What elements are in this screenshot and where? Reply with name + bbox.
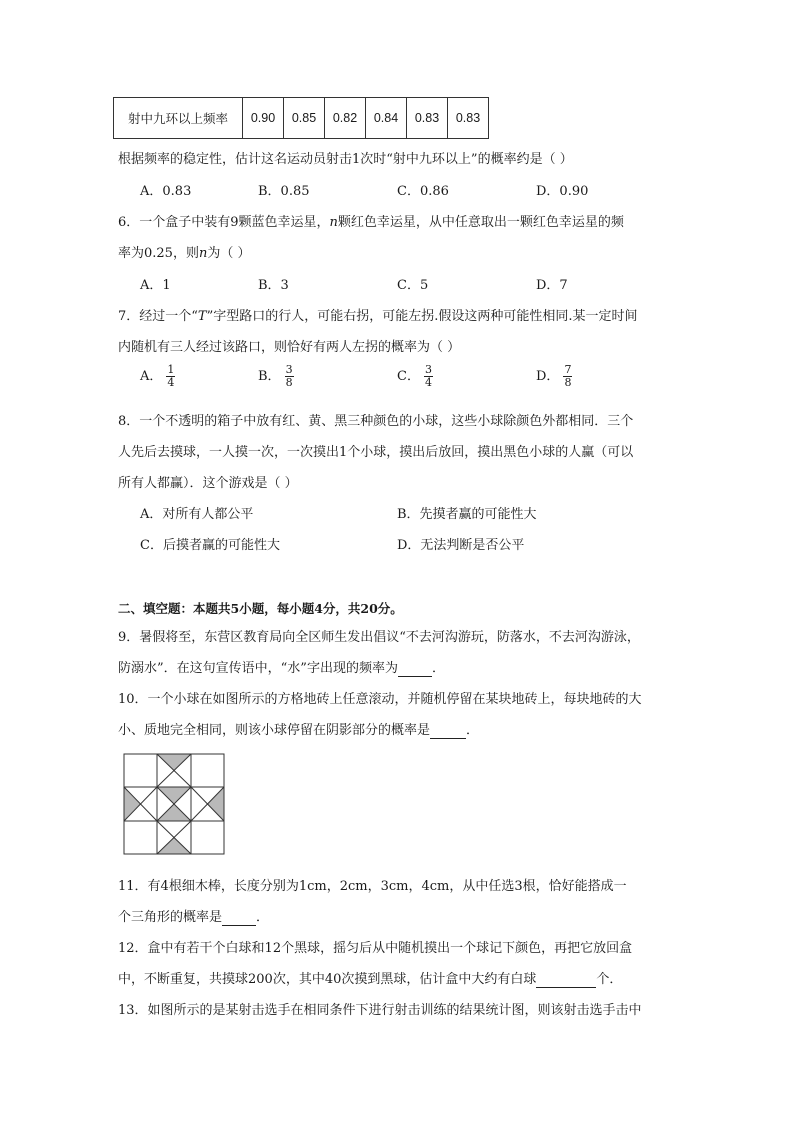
shaded-triangle	[157, 838, 191, 855]
denominator: 4	[424, 376, 432, 389]
table-cell: 0.82	[325, 98, 366, 139]
q7-option-c-fraction	[424, 364, 433, 389]
q6-option-a: A．1	[140, 278, 171, 293]
table-row	[114, 98, 489, 139]
q8-option-c: C．后摸者赢的可能性大	[140, 538, 280, 553]
q7-var-t: T	[197, 309, 207, 324]
q6-text-d: 为（ ）	[207, 246, 251, 261]
q11-answer-blank[interactable]	[222, 910, 256, 926]
denominator: 4	[167, 376, 175, 389]
q5-stem: 根据频率的稳定性，估计这名运动员射击1次时“射中九环以上”的概率约是（ ）	[118, 152, 573, 167]
q13-line1: 13．如图所示的是某射击选手在相同条件下进行射击训练的结果统计图，则该射击选手击中	[118, 1003, 642, 1018]
q9-answer-blank[interactable]	[398, 661, 432, 677]
numerator: 3	[285, 363, 293, 376]
shaded-triangle	[157, 804, 191, 821]
q6-var-n: n	[329, 215, 338, 230]
q10-line2	[118, 719, 479, 739]
q8-line3: 所有人都赢）．这个游戏是（ ）	[118, 476, 298, 491]
q7-option-c	[397, 364, 433, 389]
q11-line2	[118, 906, 269, 926]
q10-text: 小、质地完全相同，则该小球停留在阴影部分的概率是	[118, 723, 431, 738]
q6-option-c: C．5	[397, 278, 429, 293]
shaded-triangle	[157, 754, 191, 771]
q8-line1: 8．一个不透明的箱子中放有红、黄、黑三种颜色的小球，这些小球除颜色外都相同．三个	[118, 414, 634, 429]
q7-option-a-label: A．	[140, 369, 163, 384]
table-cell: 0.83	[407, 98, 448, 139]
q9-end: ．	[431, 661, 445, 676]
q9-text: 防溺水”．在这句宣传语中，“水”字出现的频率为	[118, 661, 398, 676]
q7-option-d-fraction	[563, 364, 572, 389]
q7-text-b: ”字型路口的行人，可能右拐，可能左拐.假设这两种可能性相同.某一定时间	[206, 309, 638, 324]
shaded-triangle	[208, 787, 225, 821]
q8-option-b: B．先摸者赢的可能性大	[397, 507, 537, 522]
q5-option-b: B．0.85	[258, 184, 310, 199]
q6-line2	[118, 242, 250, 261]
q8-option-a: A．对所有人都公平	[140, 507, 254, 522]
q6-text-b: 颗红色幸运星，从中任意取出一颗红色幸运星的频	[337, 215, 624, 230]
q7-line2: 内随机有三人经过该路口，则恰好有两人左拐的概率为（ ）	[118, 340, 461, 355]
numerator: 7	[564, 363, 572, 376]
table-header-cell: 射中九环以上频率	[114, 98, 243, 139]
q7-option-b	[258, 364, 294, 389]
q6-text-a: 6．一个盒子中装有9颗蓝色幸运星，	[118, 215, 330, 230]
q6-option-d: D．7	[536, 278, 568, 293]
q10-answer-blank[interactable]	[430, 723, 466, 739]
q7-option-d	[536, 364, 572, 389]
q11-end: ．	[256, 910, 270, 925]
q12-line2	[118, 968, 622, 988]
q7-line1	[118, 305, 638, 324]
numerator: 3	[424, 363, 432, 376]
shaded-triangle	[124, 787, 141, 821]
frequency-table	[113, 97, 489, 139]
q6-option-b: B．3	[258, 278, 289, 293]
q10-line1: 10．一个小球在如图所示的方格地砖上任意滚动，并随机停留在某块地砖上，每块地砖的大	[118, 692, 642, 707]
q6-var-n2: n	[198, 246, 208, 261]
section-heading-fill-in: 二、填空题：本题共5小题，每小题4分，共20分。	[118, 601, 403, 616]
floor-tile-figure	[123, 753, 225, 855]
denominator: 8	[564, 376, 572, 389]
q12-text: 中，不断重复，共摸球200次，其中40次摸到黑球，估计盒中大约有白球	[118, 972, 537, 987]
q7-option-a-fraction	[166, 364, 175, 389]
q11-text: 个三角形的概率是	[118, 910, 223, 925]
table-cell: 0.84	[366, 98, 407, 139]
table-cell: 0.83	[448, 98, 489, 139]
table-cell: 0.85	[284, 98, 325, 139]
q12-end: 个．	[596, 972, 623, 987]
table-cell: 0.90	[243, 98, 284, 139]
q8-option-d: D．无法判断是否公平	[397, 538, 525, 553]
q6-line1	[118, 211, 624, 230]
denominator: 8	[285, 376, 293, 389]
q7-option-b-fraction	[285, 364, 294, 389]
q5-option-a: A．0.83	[140, 184, 192, 199]
q5-option-d: D．0.90	[536, 184, 589, 199]
q7-option-d-label: D．	[536, 369, 560, 384]
q7-option-a	[140, 364, 175, 389]
q6-text-c: 率为0.25，则	[118, 246, 199, 261]
q5-option-c: C．0.86	[397, 184, 449, 199]
q7-text-a: 7．经过一个“	[118, 309, 198, 324]
shaded-triangle	[157, 787, 191, 804]
q9-line2	[118, 657, 445, 677]
q12-answer-blank[interactable]	[536, 972, 596, 988]
q11-line1: 11．有4根细木棒，长度分别为1cm，2cm，3cm，4cm，从中任选3根，恰好能搭成一	[118, 879, 627, 894]
q9-line1: 9．暑假将至，东营区教育局向全区师生发出倡议“不去河沟游玩，防落水，不去河沟游泳，	[118, 630, 640, 645]
numerator: 1	[167, 363, 175, 376]
q7-option-c-label: C．	[397, 369, 420, 384]
q10-end: ．	[466, 723, 480, 738]
q8-line2: 人先后去摸球，一人摸一次，一次摸出1个小球，摸出后放回，摸出黑色小球的人赢（可以	[118, 445, 634, 460]
q12-line1: 12．盒中有若干个白球和12个黑球，摇匀后从中随机摸出一个球记下颜色，再把它放回盒	[118, 941, 633, 956]
q7-option-b-label: B．	[258, 369, 281, 384]
